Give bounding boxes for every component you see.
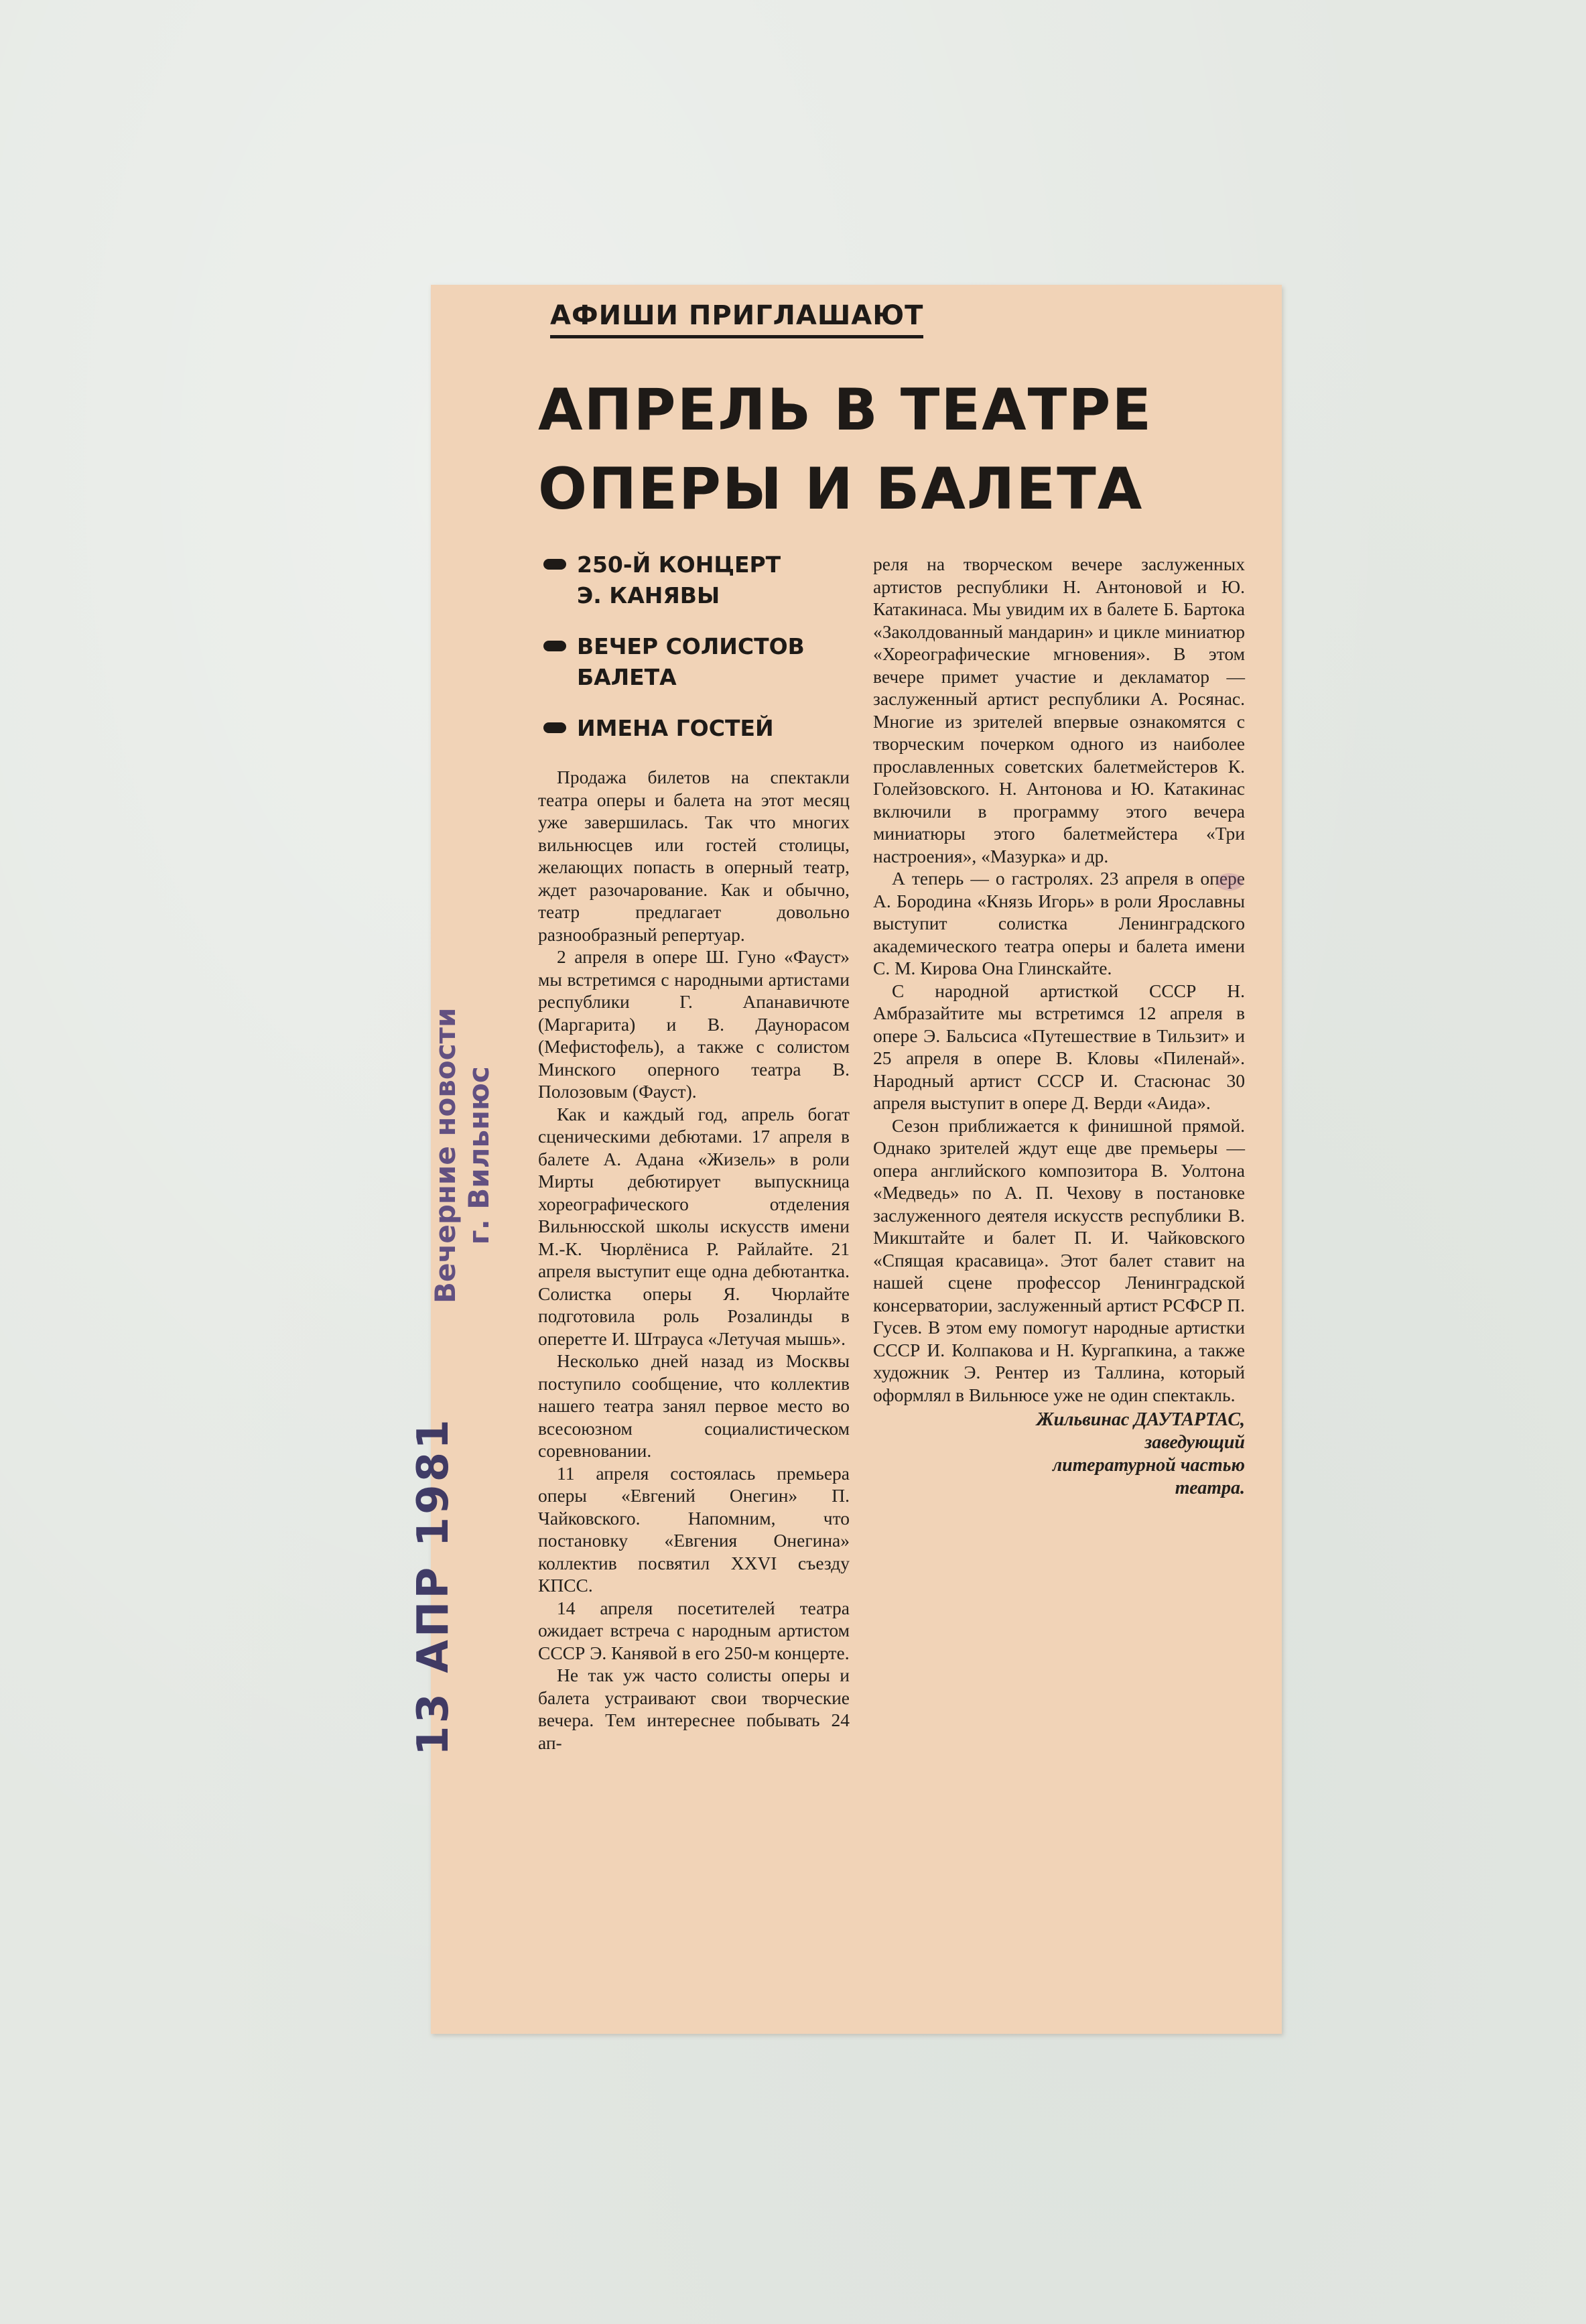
paragraph: Продажа билетов на спектакли театра оперы и балета на этот месяц уже завершилась. Так что многих вильнюсцев или гостей столицы, желающих попасть в оперный театр, ждет разочарование. Как и обычно, театр предлагает довольно разнообразный репертуар. [538, 767, 850, 945]
stamp-city: г. Вильнюс [462, 1066, 495, 1245]
author-title: литературной частью [1052, 1455, 1245, 1476]
date-stamp: 13 АПР 1981 [409, 1417, 458, 1756]
subhead-line: ИМЕНА ГОСТЕЙ [577, 715, 774, 741]
headline-line-1: АПРЕЛЬ В ТЕАТРЕ [538, 377, 1153, 444]
headline-line-2: ОПЕРЫ И БАЛЕТА [538, 456, 1144, 523]
subhead-line: БАЛЕТА [577, 664, 677, 690]
subhead-line: 250-Й КОНЦЕРТ [577, 552, 781, 578]
author-signature [873, 1409, 1245, 1500]
newspaper-source-stamp [429, 1008, 496, 1303]
bullet-icon [543, 641, 566, 651]
author-title: театра. [1175, 1478, 1245, 1498]
newspaper-clipping [431, 285, 1282, 2034]
paragraph: Не так уж часто солисты оперы и балета устраивают свои творческие вечера. Тем интереснее побывать 24 ап- [538, 1665, 850, 1753]
bullet-icon [543, 722, 566, 733]
paragraph: А теперь — о гастролях. 23 апреля в опере А. Бородина «Князь Игорь» в роли Ярославны выступит солистка Ленинградского академического театра оперы и балета имени С. М. Кирова Она Глинскайте. [873, 868, 1245, 978]
paragraph: Сезон приближается к финишной прямой. Однако зрителей ждут еще две премьеры — опера английского композитора В. Уолтона «Медведь» по А. П. Чехову в постановке заслуженного деятеля искусств республики В. Микштайте и балет П. И. Чайковского «Спящая красавица». Этот балет ставит на нашей сцене профессор Ленинградской консерватории, заслуженный артист РСФСР П. Гусев. В этом ему помогут народные артистки СССР И. Колпакова и Н. Кургапкина, а также художник Э. Рентер из Таллина, который оформлял в Вильнюсе уже не один спектакль. [873, 1114, 1245, 1405]
clipping-content [431, 285, 1282, 2034]
subhead-ballet-evening [538, 631, 833, 693]
stamp-paper-name: Вечерние новости [429, 1007, 462, 1303]
paragraph: С народной артисткой СССР Н. Амбразайтите мы встретимся 12 апреля в опере Э. Бальсиса «Путешествие в Тильзит» и 25 апреля в опере В. Кловы «Пиленай». Народный артист СССР И. Стасюнас 30 апреля выступит в опере Д. Верди «Аида». [873, 980, 1245, 1113]
article-right-column [873, 553, 1245, 1500]
paragraph: реля на творческом вечере заслуженных артистов республики Н. Антоновой и Ю. Катакинаса. Мы увидим их в балете Б. Бартока «Заколдованный мандарин» и цикле миниатюр «Хореографические мгновения». В этом вечере примет участие и декламатор — заслуженный артист республики А. Росянас. Многие из зрителей впервые ознакомятся с творческим почерком одного из наиболее прославленных советских балетмейстеров К. Голейзовского. Н. Антонова и Ю. Катакинас включили в программу этого вечера миниатюры этого балетмейстера «Три настроения», «Мазурка» и др. [873, 554, 1245, 866]
subhead-guests [538, 713, 833, 744]
paragraph: 2 апреля в опере Ш. Гуно «Фауст» мы встретимся с народными артистами республики Г. Апанавичюте (Маргарита) и В. Даунорасом (Мефистофель), а также с солистом Минского оперного театра В. Полозовым (Фауст). [538, 946, 850, 1102]
paragraph: 14 апреля посетителей театра ожидает встреча с народным артистом СССР Э. Канявой в его 250-м концерте. [538, 1597, 850, 1663]
ink-smudge [1216, 873, 1243, 891]
paragraph: Несколько дней назад из Москвы поступило сообщение, что коллектив нашего театра занял первое место во всесоюзном социалистическом соревновании. [538, 1350, 850, 1461]
author-name: Жильвинас ДАУТАРТАС, [1036, 1409, 1245, 1430]
bullet-icon [543, 559, 566, 570]
subhead-concert [538, 550, 833, 611]
article-headline [538, 371, 1242, 529]
paragraph: 11 апреля состоялась премьера оперы «Евгений Онегин» П. Чайковского. Напомним, что постановку «Евгения Онегина» коллектив посвятил XXVI съезду КПСС. [538, 1462, 850, 1596]
article-left-column [538, 766, 850, 1754]
paragraph: Как и каждый год, апрель богат сценическими дебютами. 17 апреля в балете А. Адана «Жизель» в роли Мирты дебютирует выпускница хореографического отделения Вильнюсской школы искусств имени М.-К. Чюрлёниса Р. Райлайте. 21 апреля выступит еще одна дебютантка. Солистка оперы Я. Чюрлайте подготовила роль Розалинды в оперетте И. Штрауса «Летучая мышь». [538, 1103, 850, 1349]
subheads-list [538, 550, 833, 764]
subhead-line: Э. КАНЯВЫ [577, 582, 720, 608]
subhead-line: ВЕЧЕР СОЛИСТОВ [577, 633, 805, 659]
rubric-kicker: АФИШИ ПРИГЛАШАЮТ [550, 300, 923, 338]
author-title: заведующий [1144, 1432, 1245, 1453]
